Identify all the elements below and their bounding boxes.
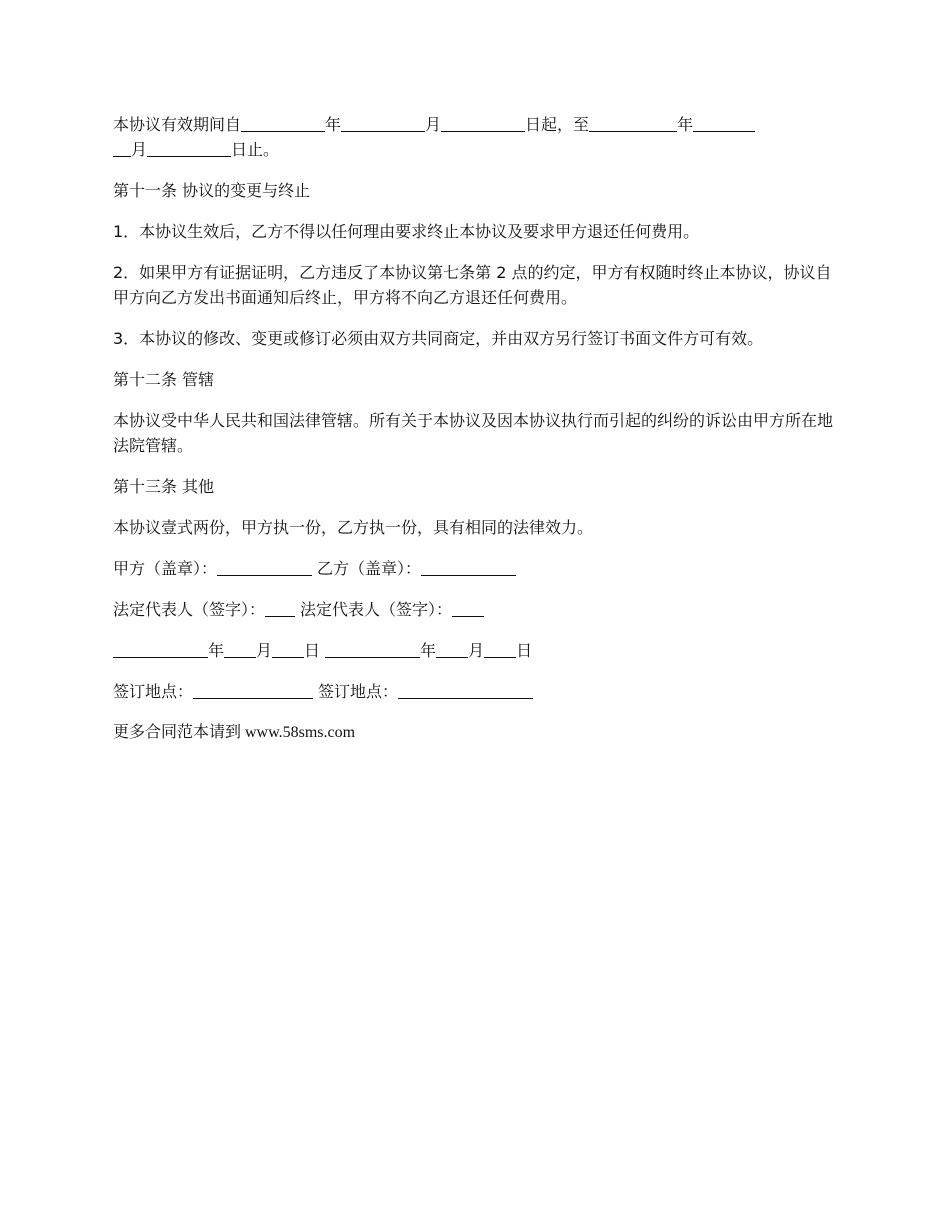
- rep-b-blank: [452, 600, 484, 617]
- footer-website-line: 更多合同范本请到 www.58sms.com: [113, 724, 356, 741]
- article-13-body: 本协议壹式两份，甲方执一份，乙方执一份，具有相同的法律效力。: [113, 518, 594, 537]
- start-day-label: 日起，至: [525, 115, 590, 134]
- end-month-blank-part2: [113, 140, 131, 157]
- sign-date-b-month-label: 月: [468, 641, 485, 660]
- rep-a-label: 法定代表人（签字）：: [113, 600, 266, 619]
- sign-place-a-label: 签订地点：: [113, 682, 194, 701]
- article-13-title: 第十三条 其他: [113, 477, 215, 496]
- sign-date-b-month-blank: [436, 641, 468, 658]
- sign-place-a-blank: [193, 682, 313, 699]
- rep-b-label: 法定代表人（签字）：: [300, 600, 453, 619]
- end-month-label: 月: [131, 140, 148, 159]
- party-b-seal-blank: [421, 559, 516, 576]
- end-month-blank-part1: [693, 115, 755, 132]
- document-content: [113, 112, 841, 761]
- article-12-title: 第十二条 管辖: [113, 370, 215, 389]
- party-a-seal-blank: [217, 559, 312, 576]
- sign-date-a-year-label: 年: [208, 641, 225, 660]
- start-month-label: 月: [425, 115, 442, 134]
- rep-a-blank: [265, 600, 295, 617]
- sign-date-a-year-blank: [113, 641, 208, 658]
- sign-date-a-month-label: 月: [256, 641, 273, 660]
- sign-place-b-blank: [398, 682, 533, 699]
- sign-date-a-month-blank: [224, 641, 256, 658]
- end-year-blank: [589, 115, 677, 132]
- article-12-body: 本协议受中华人民共和国法律管辖。所有关于本协议及因本协议执行而引起的纠纷的诉讼由甲方所在地法院管辖。: [113, 411, 834, 455]
- article-11-item-2: 2．如果甲方有证据证明，乙方违反了本协议第七条第 2 点的约定，甲方有权随时终止本协议，协议自甲方向乙方发出书面通知后终止，甲方将不向乙方退还任何费用。: [113, 263, 832, 307]
- start-day-blank: [441, 115, 525, 132]
- article-11-item-3: 3．本协议的修改、变更或修订必须由双方共同商定，并由双方另行签订书面文件方可有效。: [113, 329, 764, 348]
- sign-date-a-day-blank: [272, 641, 304, 658]
- start-year-blank: [241, 115, 325, 132]
- article-11-item-1: 1．本协议生效后，乙方不得以任何理由要求终止本协议及要求甲方退还任何费用。: [113, 222, 700, 241]
- sign-date-b-year-label: 年: [420, 641, 437, 660]
- end-day-label: 日止。: [231, 140, 280, 159]
- sign-date-b-day-blank: [484, 641, 516, 658]
- sign-place-line: [113, 679, 841, 704]
- start-year-label: 年: [325, 115, 342, 134]
- sign-date-a-day-label: 日: [304, 641, 321, 660]
- validity-period-line: [113, 112, 841, 162]
- article-11-title: 第十一条 协议的变更与终止: [113, 181, 311, 200]
- party-a-seal-label: 甲方（盖章）：: [113, 559, 218, 578]
- validity-prefix: 本协议有效期间自: [113, 115, 242, 134]
- legal-rep-line: [113, 597, 841, 622]
- sign-date-line: [113, 638, 841, 663]
- start-month-blank: [341, 115, 425, 132]
- sign-place-b-label: 签订地点：: [318, 682, 399, 701]
- party-seal-line: [113, 556, 841, 581]
- end-year-label: 年: [677, 115, 694, 134]
- sign-date-b-year-blank: [325, 641, 420, 658]
- sign-date-b-day-label: 日: [516, 641, 533, 660]
- party-b-seal-label: 乙方（盖章）：: [317, 559, 422, 578]
- end-day-blank: [147, 140, 231, 157]
